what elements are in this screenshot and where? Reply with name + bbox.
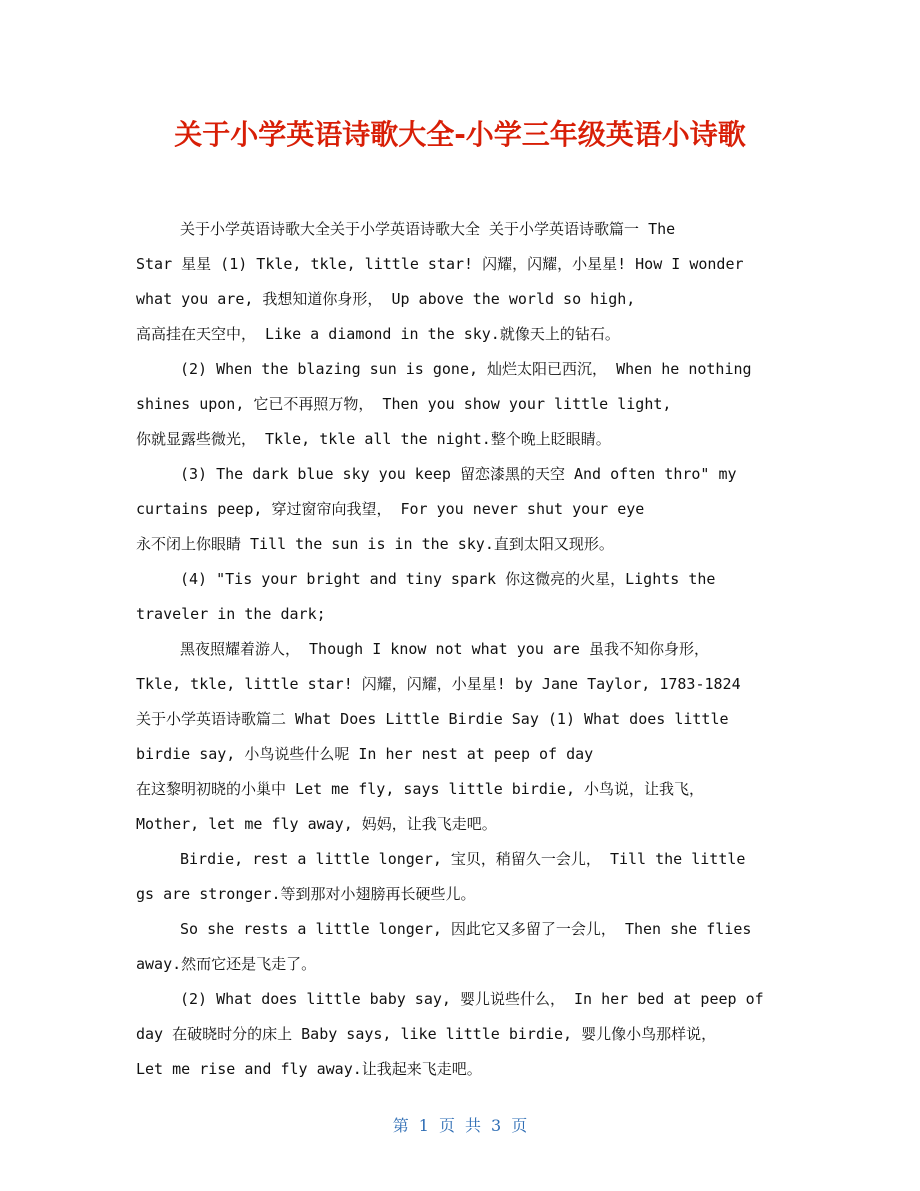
footer-prefix: 第 [392,1116,409,1135]
text-line: Birdie, rest a little longer, 宝贝，稍留久一会儿， Till the little [180,850,746,868]
text-line: 关于小学英语诗歌篇二 What Does Little Birdie Say (1) What does little [136,710,729,728]
page-footer [0,1113,920,1136]
footer-total-pages: 3 [491,1116,502,1135]
text-line: day 在破晓时分的床上 Baby says, like little birdie, 婴儿像小鸟那样说， [136,1025,717,1043]
text-line: So she rests a little longer, 因此它又多留了一会儿， Then she flies [180,920,752,938]
text-line: traveler in the dark; [136,605,326,623]
footer-page-word: 页 [438,1116,455,1135]
text-line: Mother, let me fly away, 妈妈，让我飞走吧。 [136,815,497,833]
text-line: (4) "Tis your bright and tiny spark 你这微亮的火星，Lights the [180,570,716,588]
text-line: away.然而它还是飞走了。 [136,955,317,973]
text-line: shines upon, 它已不再照万物， Then you show your little light, [136,395,672,413]
footer-total-word: 共 [465,1116,482,1135]
text-line: what you are, 我想知道你身形， Up above the world so high, [136,290,636,308]
text-line: gs are stronger.等到那对小翅膀再长硬些儿。 [136,885,476,903]
text-line: 关于小学英语诗歌大全关于小学英语诗歌大全 关于小学英语诗歌篇一 The [180,220,676,238]
text-line: Star 星星 (1) Tkle, tkle, little star! 闪耀，闪耀，小星星! How I wonder [136,255,744,273]
text-line: 你就显露些微光， Tkle, tkle all the night.整个晚上眨眼睛。 [136,430,611,448]
text-line: curtains peep, 穿过窗帘向我望， For you never shut your eye [136,500,645,518]
text-line: 永不闭上你眼睛 Till the sun is in the sky.直到太阳又现形。 [136,535,614,553]
text-line: 黑夜照耀着游人， Though I know not what you are 虽我不知你身形， [180,640,709,658]
document-body [136,212,786,1087]
text-line: Tkle, tkle, little star! 闪耀，闪耀，小星星! by Jane Taylor, 1783-1824 [136,675,741,693]
footer-page-word-2: 页 [511,1116,528,1135]
text-line: (2) What does little baby say, 婴儿说些什么， In her bed at peep of [180,990,764,1008]
text-line: (2) When the blazing sun is gone, 灿烂太阳已西沉， When he nothing [180,360,752,378]
footer-page-number: 1 [418,1116,429,1135]
document-title: 关于小学英语诗歌大全-小学三年级英语小诗歌 [174,118,746,151]
text-line: (3) The dark blue sky you keep 留恋漆黑的天空 And often thro" my [180,465,737,483]
text-line: 在这黎明初晓的小巢中 Let me fly, says little birdie, 小鸟说，让我飞， [136,780,705,798]
text-line: 高高挂在天空中， Like a diamond in the sky.就像天上的钻石。 [136,325,620,343]
text-line: Let me rise and fly away.让我起来飞走吧。 [136,1060,482,1078]
text-line: birdie say, 小鸟说些什么呢 In her nest at peep of day [136,745,594,763]
